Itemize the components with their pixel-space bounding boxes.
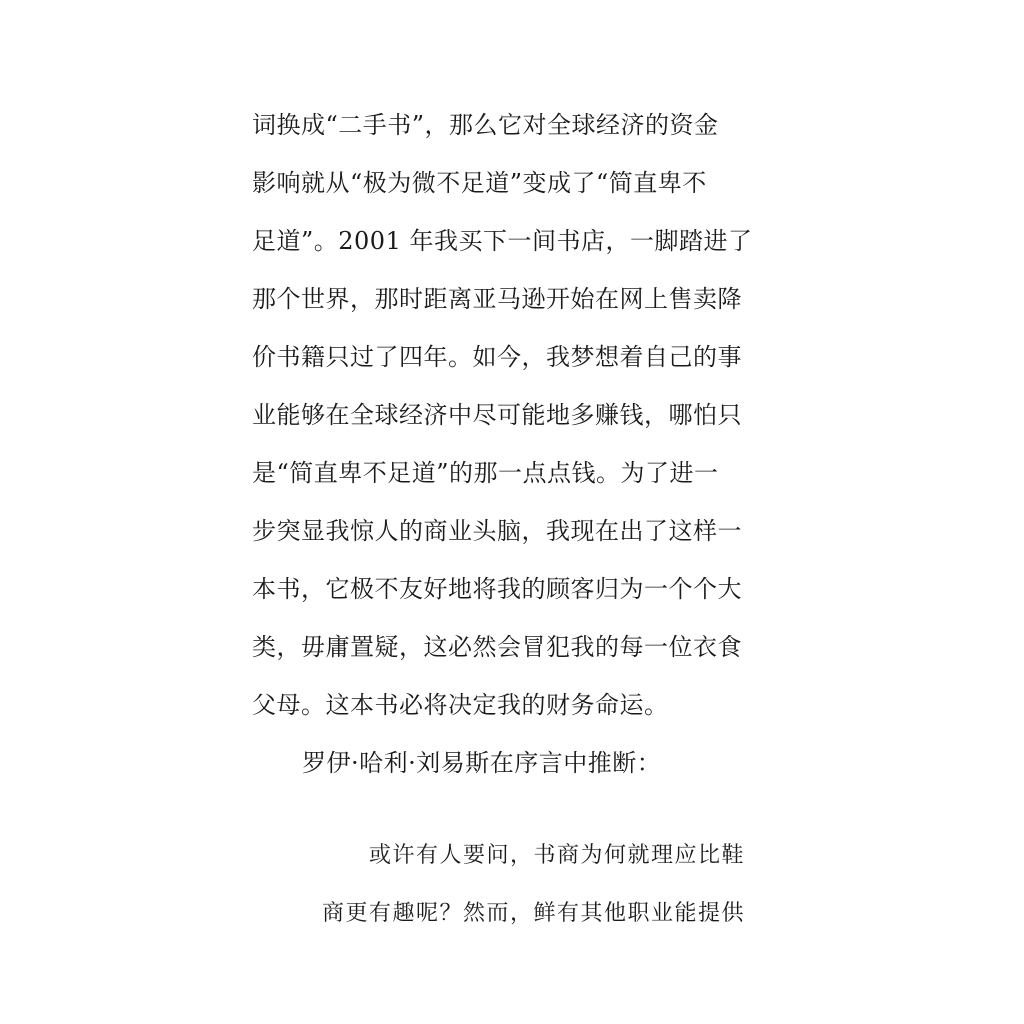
paragraph-line: 足道”。2001 年我买下一间书店，一脚踏进了 [252,227,753,255]
paragraph-line: 价书籍只过了四年。如今，我梦想着自己的事 [252,343,742,371]
paragraph-line: 本书，它极不友好地将我的顾客归为一个个大 [252,575,742,603]
main-paragraph [252,103,752,799]
paragraph-line: 是“简直卑不足道”的那一点点钱。为了进一 [252,459,719,487]
paragraph-line: 词换成“二手书”，那么它对全球经济的资金 [252,111,719,139]
paragraph-line: 类，毋庸置疑，这必然会冒犯我的每一位衣食 [252,633,742,661]
paragraph-line: 业能够在全球经济中尽可能地多赚钱，哪怕只 [252,401,742,429]
attribution-line: 罗伊·哈利·刘易斯在序言中推断： [302,749,662,777]
paragraph-line: 影响就从“极为微不足道”变成了“简直卑不 [252,169,707,197]
paragraph-line: 父母。这本书必将决定我的财务命运。 [252,691,669,719]
quote-line: 商更有趣呢？然而，鲜有其他职业能提供 [321,901,745,926]
quote-line: 或许有人要问，书商为何就理应比鞋 [368,843,745,868]
paragraph-line: 步突显我惊人的商业头脑，我现在出了这样一 [252,517,742,545]
block-quote [300,834,745,950]
paragraph-line: 那个世界，那时距离亚马逊开始在网上售卖降 [252,285,742,313]
